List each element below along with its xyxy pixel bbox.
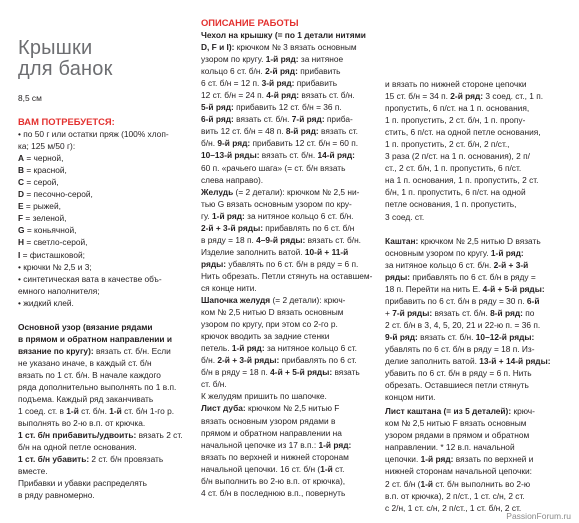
leaf-continuation-line: ст., 2 ст. б/н, 1 п. пропустить, 6 п/ст. [385,163,522,174]
column-left [18,0,198,501]
description-line: вязать по верхней и нижней сторонам [201,451,349,462]
column-right [385,0,565,514]
chestnut-line: 18 п. Перейти на нить E. 4-й + 5-й ряды: [385,283,545,294]
materials-line: • крючки № 2,5 и 3; [18,261,92,272]
description-line: Шапочка желудя (= 2 детали): крюч- [201,295,346,306]
description-line: ся конце нити. [201,282,257,293]
description-line: узором по кругу, при этом со 2-го р. [201,319,338,330]
basic-pattern-line: в ряду равномерно. [18,490,95,501]
materials-line: A = черной, [18,153,64,164]
leaf-continuation-line: 1 п. пропустить, 2 ст. б/н, 1 п. пропу- [385,115,526,126]
materials-line: E = рыжей, [18,201,61,212]
description-line: Нить обрезать. Петли стянуть на оставшем- [201,270,373,281]
title-line-2: для банок [18,58,113,80]
chestnut-leaf-line: 2 ст. б/н (1-й ст. б/н выполнить во 2-ю [385,478,531,489]
basic-pattern-line: б/н на одной петле основания. [18,442,137,453]
basic-pattern-line: 1 ст. б/н прибавить/удвоить: вязать 2 ст. [18,430,183,441]
basic-pattern-line: вместе. [18,466,48,477]
chestnut-line: ряды: прибавлять по 6 ст. б/н в ряду = [385,271,536,282]
description-line: Лист дуба: крючком № 2,5 нитью F [201,403,340,414]
chestnut-line: + 7-й ряды: вязать ст. б/н. 8-й ряд: по [385,307,535,318]
column-middle [201,0,379,499]
description-line: К желудям пришить по шапочке. [201,391,327,402]
size-line-2: 8,5 см [18,93,42,103]
title-line-1: Крышки [18,37,93,59]
description-line: D, F и I): крючком № 3 вязать основным [201,42,357,53]
chestnut-leaf-line: ком № 2,5 нитью F вязать основным [385,418,527,429]
description-line: гу. 1-й ряд: за нитяное кольцо 6 ст. б/н. [201,210,354,221]
description-line: ст. б/н. [201,379,227,390]
materials-line: D = песочно-серой, [18,189,93,200]
description-line: в ряду = 18 п. 4–9-й ряды: вязать ст. б/н. [201,234,361,245]
description-line: прямом и обратном направлении на [201,427,342,438]
chestnut-leaf-line: Лист каштана (= из 5 деталей): крюч- [385,406,535,417]
materials-list [18,128,198,309]
description-line: 10–13-й ряды: вязать ст. б/н. 14-й ряд: [201,150,355,161]
leaf-continuation [385,78,565,223]
leaf-continuation-line: стить, 6 п/ст. на одной петле основания, [385,127,541,138]
chestnut-leaf-line: узором рядами в прямом и обратном [385,430,530,441]
description-line: б/н выполнить во 2-ю в.п. от крючка), [201,475,346,486]
basic-pattern-line: в прямом и обратном направлении и [18,333,172,344]
chestnut-block [385,235,565,404]
basic-pattern-line: не указано иначе, в каждый ст. б/н [18,357,152,368]
materials-line: ка; 125 м/50 г): [18,141,76,152]
chestnut-leaf-line: цепочки. 1-й ряд: вязать по верхней и [385,454,534,465]
description-line: Изделие заполнить ватой. 10-й + 11-й [201,246,349,257]
chestnut-line: 2 ст. б/н в 3, 4, 5, 20, 21 и 22-ю п. = 36 п. [385,319,541,330]
chestnut-leaf-line: в.п. от крючка), 2 п/ст., 1 ст. с/н, 2 ст. [385,490,525,501]
materials-line: I = фисташковой; [18,249,85,260]
description-line: Чехол на крышку (= по 1 детали нитями [201,30,366,40]
materials-line: • по 50 г или остатки пряж (100% хлоп- [18,129,169,140]
description-line: слева направо). [201,174,264,185]
description-line: ряды: убавлять по 6 ст. б/н в ряду = 6 п. [201,258,359,269]
chestnut-leaf-block [385,405,565,513]
basic-pattern-line: 1 ст. б/н убавить: 2 ст. б/н провязать [18,454,164,465]
description-line: начальной цепочки. 16 ст. б/н (1-й ст. [201,463,345,474]
leaf-continuation-line: 3 соед. ст. [385,211,425,222]
description-body [201,29,379,499]
description-line: 2-й + 3-й ряды: прибавлять по 6 ст. б/н [201,222,355,233]
description-line: 6-й ряд: вязать ст. б/н. 7-й ряд: приба- [201,114,353,125]
chestnut-line: прибавить по 6 ст. б/н в ряду = 30 п. 6-й [385,295,540,306]
description-line: кольцо 6 ст. б/н. 2-й ряд: прибавить [201,66,341,77]
materials-line: емного наполнителя; [18,285,100,296]
materials-heading: ВАМ ПОТРЕБУЕТСЯ: [18,116,115,128]
chestnut-leaf-line: нижней сторонам начальной цепочки: [385,466,532,477]
materials-line: C = серой, [18,177,59,188]
description-line: тью G вязать основным узором по кру- [201,198,352,209]
materials-line: G = коньячной, [18,225,77,236]
basic-pattern-line: выполнять во 2-ю в.п. от крючка. [18,418,146,429]
leaf-continuation-line: пропустить, 6 п/ст. на 1 п. основания, [385,103,530,114]
description-line: крючок вводить за задние стенки [201,331,330,342]
description-line: 4 ст. б/н в последнюю в.п., повернуть [201,487,346,498]
description-line: начальной цепочке из 17 в.п.: 1-й ряд: [201,439,352,450]
description-line: Желудь (= 2 детали): крючком № 2,5 ни- [201,186,360,197]
description-line: 5-й ряд: прибавить 12 ст. б/н = 36 п. [201,102,342,113]
description-line: ком № 2,5 нитью D вязать основным [201,307,344,318]
leaf-continuation-line: 15 ст. б/н = 34 п. 2-й ряд: 3 соед. ст., 1 п. [385,91,544,102]
basic-pattern-block [18,321,198,502]
description-heading: ОПИСАНИЕ РАБОТЫ [201,17,299,28]
basic-pattern-line: Прибавки и убавки распределять [18,478,147,489]
description-line: узором по кругу. 1-й ряд: за нитяное [201,54,344,65]
leaf-continuation-line: б/н, 1 п. пропустить, 6 п/ст. на одной [385,187,526,198]
leaf-continuation-line: на 1 п. основания, 1 п. пропустить, 2 ст. [385,175,539,186]
description-line: вить 12 ст. б/н = 48 п. 8-й ряд: вязать ст. [201,126,358,137]
description-line: 12 ст. б/н = 24 п. 4-й ряд: вязать ст. б/н. [201,90,355,101]
description-line: петель. 1-й ряд: за нитяное кольцо 6 ст. [201,343,357,354]
description-line: б/н. 9-й ряд: прибавить 12 ст. б/н = 60 п. [201,138,359,149]
chestnut-line: за нитяное кольцо 6 ст. б/н. 2-й + 3-й [385,259,529,270]
description-line: вязать основным узором рядами в [201,415,336,426]
description-line: 60 п. «рачьего шага» (= ст. б/н вязать [201,162,346,173]
leaf-continuation-line: 1 п. пропустить, 2 ст. б/н, 2 п/ст., [385,139,510,150]
basic-pattern-line: Основной узор (вязание рядами [18,321,153,332]
leaf-continuation-line: и вязать по нижней стороне цепочки [385,79,527,89]
chestnut-line: убавить по 6 ст. б/н в ряду = 6 п. Нить [385,368,532,379]
basic-pattern-line: ряда дополнительно выполнять по 1 в.п. [18,381,177,392]
basic-pattern-line: 1 соед. ст. в 1-й ст. б/н. 1-й ст. б/н 1-го р. [18,406,175,417]
chestnut-line: убавлять по 6 ст. б/н в ряду = 18 п. Из- [385,343,535,354]
description-line: б/н. 2-й + 3-й ряды: прибавлять по 6 ст. [201,355,357,366]
description-line: б/н в ряду = 18 п. 4-й + 5-й ряды: вязать [201,367,360,378]
materials-line: F = зеленой, [18,213,67,224]
materials-line: • жидкий клей. [18,297,74,308]
description-line: 6 ст. б/н = 12 п. 3-й ряд: прибавить [201,78,338,89]
chestnut-line: концом нити. [385,392,436,403]
chestnut-leaf-line: с 2/н, 1 ст. с/н, 2 п/ст., 1 ст. б/н, 2 ст. [385,502,522,513]
chestnut-line: обрезать. Оставшиеся петли стянуть [385,380,529,391]
chestnut-leaf-line: направлении. * 12 в.п. начальной [385,442,515,453]
materials-line: • синтетическая вата в качестве объ- [18,273,162,284]
leaf-continuation-line: петле основания, 1 п. пропустить, [385,199,517,210]
materials-line: B = красной, [18,165,67,176]
leaf-continuation-line: 3 раза (2 п/ст. на 1 п. основания), 2 п/ [385,151,530,162]
basic-pattern-line: вязать по 1 ст. б/н. В начале каждого [18,369,161,380]
basic-pattern-line: вязание по кругу): вязать ст. б/н. Если [18,345,171,356]
page-title [18,38,198,80]
chestnut-line: делие заполнить ватой. 13-й + 14-й ряды: [385,356,551,367]
chestnut-line: Каштан: крючком № 2,5 нитью D вязать [385,235,541,246]
materials-line: H = светло-серой, [18,237,88,248]
chestnut-line: основным узором по кругу. 1-й ряд: [385,247,524,258]
watermark: PassionForum.ru [506,511,571,521]
basic-pattern-line: подъема. Каждый ряд заканчивать [18,394,154,405]
size-block [18,92,198,104]
chestnut-line: 9-й ряд: вязать ст. б/н. 10–12-й ряды: [385,331,535,342]
